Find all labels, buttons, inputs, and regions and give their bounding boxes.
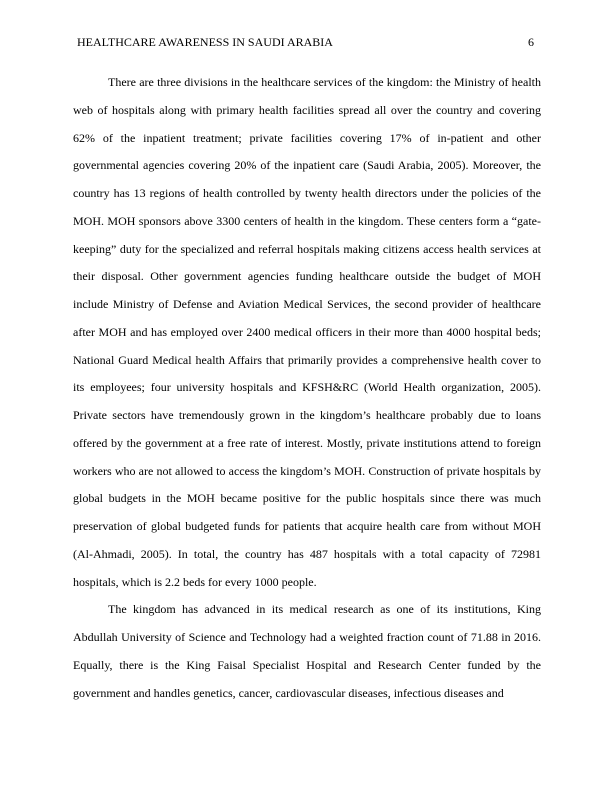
paragraph: The kingdom has advanced in its medical research as one of its institutions, King Abdullah University of Science and Technology had a weighted fraction count of 71.88 in 2016. Equally, there is the King Faisal Specialist Hospital and Research Center funded by the government and handles genetics, cancer, cardiovascular diseases, infectious diseases and xyxy=(73,602,541,700)
paragraph: There are three divisions in the healthcare services of the kingdom: the Ministry of health web of hospitals along with primary health facilities spread all over the country and covering 62% of the inpatient treatment; private facilities covering 17% of in-patient and other governmental agencies covering 20% of the inpatient care (Saudi Arabia, 2005). Moreover, the country has 13 regions of health controlled by twenty health directors under the policies of the MOH. MOH sponsors above 3300 centers of health in the kingdom. These centers form a “gate-keeping” duty for the specialized and referral hospitals making citizens access health services at their disposal. Other government agencies funding healthcare outside the budget of MOH include Ministry of Defense and Aviation Medical Services, the second provider of healthcare after MOH and has employed over 2400 medical officers in their more than 4000 hospital beds; National Guard Medical health Affairs that primarily provides a comprehensive health cover to its employees; four university hospitals and KFSH&RC (World Health organization, 2005). Private sectors have tremendously grown in the kingdom’s healthcare probably due to loans offered by the government at a free rate of interest. Mostly, private institutions attend to foreign workers who are not allowed to access the kingdom’s MOH. Construction of private hospitals by global budgets in the MOH became positive for the public hospitals since there was much preservation of global budgeted funds for patients that acquire health care from without MOH (Al-Ahmadi, 2005). In total, the country has 487 hospitals with a total capacity of 72981 hospitals, which is 2.2 beds for every 1000 people. xyxy=(73,75,541,589)
body-text xyxy=(73,69,541,707)
page-header xyxy=(77,35,534,49)
page-number: 6 xyxy=(528,35,534,49)
running-head: HEALTHCARE AWARENESS IN SAUDI ARABIA xyxy=(77,35,333,49)
